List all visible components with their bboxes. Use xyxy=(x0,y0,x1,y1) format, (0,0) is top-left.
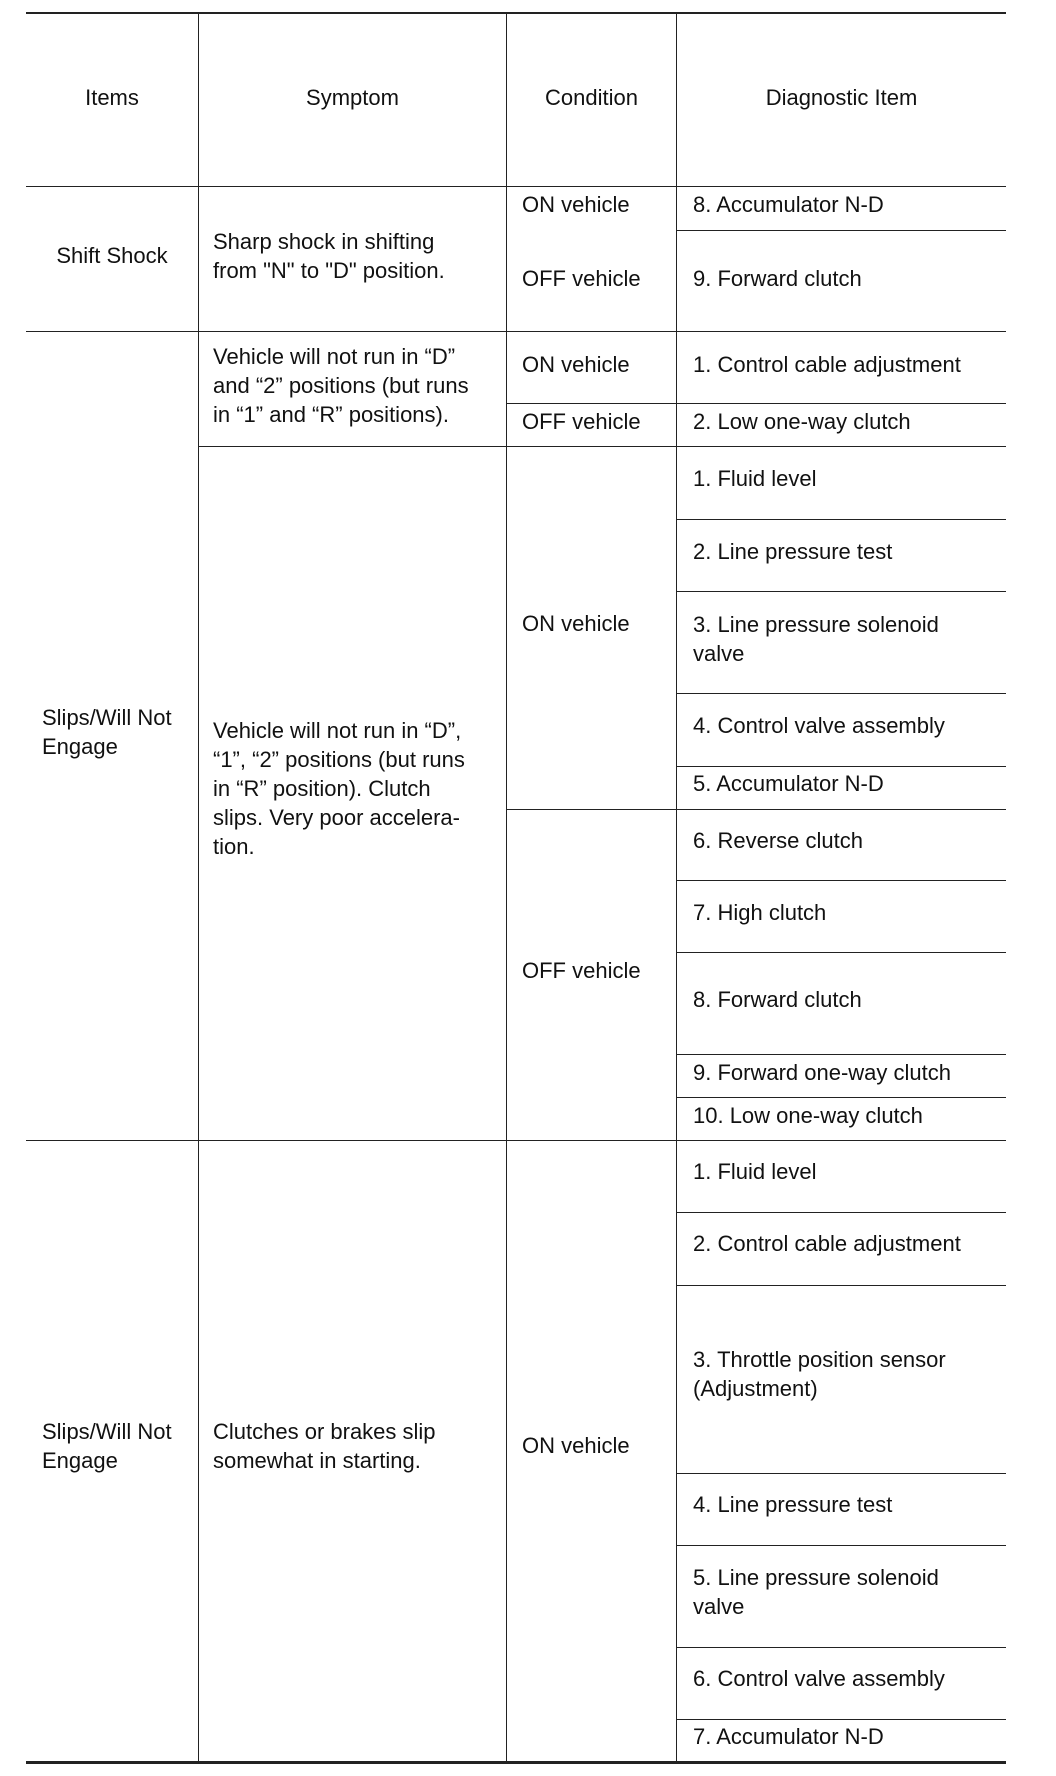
row-rule xyxy=(676,1097,1006,1098)
diagnostic-item: 3. Throttle position sensor (Adjustment) xyxy=(693,1347,946,1401)
diagnostic-item: 9. Forward one-way clutch xyxy=(693,1060,951,1085)
header-symptom: Symptom xyxy=(306,85,399,110)
symptom-cell: Vehicle will not run in “D”, “1”, “2” positions (but runs in “R” position). Clutch slips. Very poor accelera- tion. xyxy=(213,718,465,859)
row-rule xyxy=(506,809,1006,810)
row-rule xyxy=(676,1647,1006,1648)
diagnostic-item: 2. Low one-way clutch xyxy=(693,409,911,434)
header-condition: Condition xyxy=(545,85,638,110)
diagnostic-item: 9. Forward clutch xyxy=(693,266,862,291)
row-rule xyxy=(676,952,1006,953)
row-rule xyxy=(676,591,1006,592)
condition-cell: ON vehicle xyxy=(522,611,630,636)
condition-cell: OFF vehicle xyxy=(522,409,641,434)
diagnostic-item: 8. Accumulator N-D xyxy=(693,192,884,217)
condition-cell: ON vehicle xyxy=(522,1433,630,1458)
diagnostic-item: 1. Fluid level xyxy=(693,466,817,491)
row-rule xyxy=(676,1212,1006,1213)
diagnostic-item: 1. Control cable adjustment xyxy=(693,352,961,377)
row-rule xyxy=(676,230,1006,231)
row-rule xyxy=(676,1473,1006,1474)
item-cell: Slips/Will Not Engage xyxy=(42,705,172,759)
row-rule xyxy=(676,693,1006,694)
row-rule xyxy=(676,1719,1006,1720)
column-divider xyxy=(506,13,507,1762)
diagnostic-item: 3. Line pressure solenoid valve xyxy=(693,612,939,666)
diagnostic-item: 8. Forward clutch xyxy=(693,987,862,1012)
table-bottom-border xyxy=(26,1761,1006,1764)
diagnostic-item: 5. Accumulator N-D xyxy=(693,771,884,796)
item-cell: Slips/Will Not Engage xyxy=(42,1419,172,1473)
table-top-border xyxy=(26,12,1006,14)
diagnostic-item: 2. Line pressure test xyxy=(693,539,893,564)
row-rule xyxy=(676,766,1006,767)
symptom-cell: Vehicle will not run in “D” and “2” positions (but runs in “1” and “R” positions). xyxy=(213,344,469,427)
group-rule xyxy=(26,331,1006,332)
condition-cell: ON vehicle xyxy=(522,352,630,377)
row-rule xyxy=(676,519,1006,520)
diagnostic-item: 1. Fluid level xyxy=(693,1159,817,1184)
row-rule xyxy=(676,1285,1006,1286)
symptom-cell: Clutches or brakes slip somewhat in starting. xyxy=(213,1419,436,1473)
condition-cell: OFF vehicle xyxy=(522,266,641,291)
diagnostic-item: 7. Accumulator N-D xyxy=(693,1724,884,1749)
diagnostic-item: 2. Control cable adjustment xyxy=(693,1231,961,1256)
symptom-cell: Sharp shock in shifting from "N" to "D" position. xyxy=(213,229,445,283)
condition-cell: OFF vehicle xyxy=(522,958,641,983)
column-divider xyxy=(198,13,199,1762)
row-rule xyxy=(198,446,1006,447)
diagnostic-item: 6. Control valve assembly xyxy=(693,1666,945,1691)
row-rule xyxy=(506,403,1006,404)
condition-cell: ON vehicle xyxy=(522,192,630,217)
diagnostic-item: 6. Reverse clutch xyxy=(693,828,863,853)
row-rule xyxy=(676,1545,1006,1546)
header-bottom-rule xyxy=(26,186,1006,187)
header-diagnostic-item: Diagnostic Item xyxy=(765,85,918,110)
diagnostic-item: 10. Low one-way clutch xyxy=(693,1103,923,1128)
diagnostic-item: 7. High clutch xyxy=(693,900,827,925)
diagnostic-item: 4. Control valve assembly xyxy=(693,713,945,738)
header-items: Items xyxy=(85,85,139,110)
column-divider xyxy=(676,13,677,1762)
group-rule xyxy=(26,1140,1006,1141)
row-rule xyxy=(676,880,1006,881)
diagnostic-item: 5. Line pressure solenoid valve xyxy=(693,1565,939,1619)
item-cell: Shift Shock xyxy=(56,243,168,268)
diagnostic-item: 4. Line pressure test xyxy=(693,1492,893,1517)
row-rule xyxy=(676,1054,1006,1055)
